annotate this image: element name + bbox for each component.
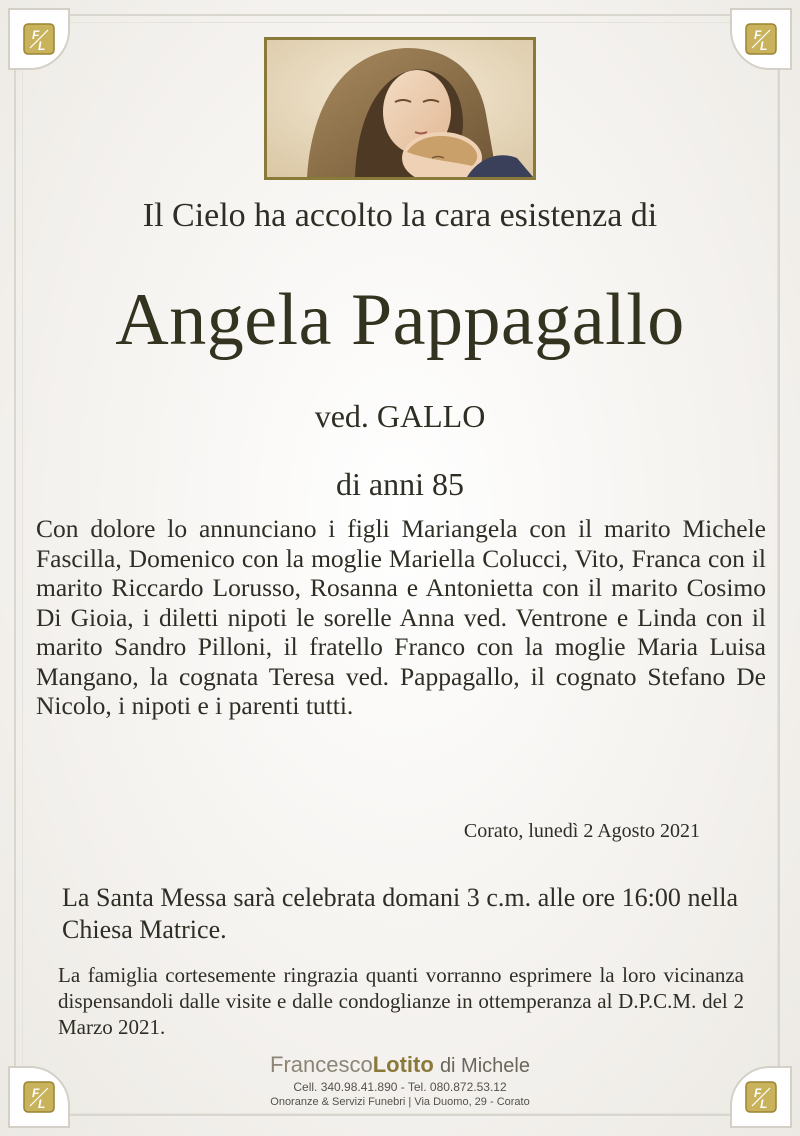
svg-text:F: F <box>754 28 762 42</box>
widow-of: ved. GALLO <box>314 398 486 434</box>
funeral-home-footer <box>0 1052 800 1109</box>
svg-text:L: L <box>38 39 46 53</box>
brand-suffix: di Michele <box>439 1055 530 1077</box>
svg-text:F: F <box>32 28 40 42</box>
svg-text:L: L <box>760 39 768 53</box>
madonna-and-child-image <box>264 37 536 180</box>
brand-last-name: Lotito <box>372 1052 434 1077</box>
svg-text:L: L <box>38 1097 46 1111</box>
brand-contacts: Cell. 340.98.41.890 - Tel. 080.872.53.12 <box>293 1080 507 1094</box>
mass-announcement: La Santa Messa sarà celebrata domani 3 c.m. alle ore 16:00 nella Chiesa Matrice. <box>62 883 738 944</box>
place-date: Corato, lunedì 2 Agosto 2021 <box>463 820 700 842</box>
svg-text:F: F <box>32 1086 40 1100</box>
brand-address: Onoranze & Servizi Funebri | Via Duomo, 29 - Corato <box>270 1096 530 1108</box>
svg-text:L: L <box>760 1097 768 1111</box>
thanks-paragraph: La famiglia cortesemente ringrazia quanti vorranno esprimere la loro vicinanza dispensandoli dalle visite e dalle condoglianze in ottemperanza al D.P.C.M. del 2 Marzo 2021. <box>58 963 744 1039</box>
funeral-home-logo <box>0 1052 800 1079</box>
portrait-illustration <box>267 40 533 177</box>
fl-logo-icon <box>744 22 778 56</box>
intro-text: Il Cielo ha accolto la cara esistenza di <box>142 197 658 234</box>
age: di anni 85 <box>336 466 464 502</box>
brand-first-name: Francesco <box>270 1052 373 1077</box>
fl-logo-icon <box>22 22 56 56</box>
deceased-name: Angela Pappagallo <box>115 279 685 361</box>
svg-text:F: F <box>754 1086 762 1100</box>
announcement-paragraph: Con dolore lo annunciano i figli Mariangela con il marito Michele Fascilla, Domenico con la moglie Mariella Colucci, Vito, Franca con il marito Riccardo Lorusso, Rosanna e Antonietta con il marito Cosimo Di Gioia, i diletti nipoti le sorelle Anna ved. Ventrone e Linda con il marito Sandro Pilloni, il fratello Franco con la moglie Maria Luisa Mangano, la cognata Teresa ved. Pappagallo, il cognato Stefano De Nicolo, i nipoti e i parenti tutti. <box>36 514 766 720</box>
